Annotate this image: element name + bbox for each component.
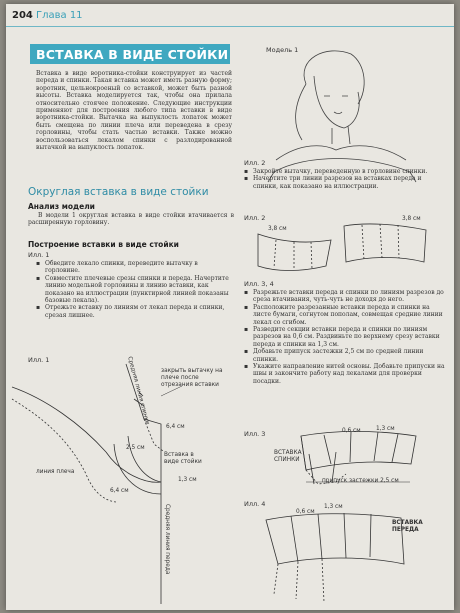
- list-item: ▪ Закройте вытачку, переведенную в горловине спинки.: [244, 168, 444, 175]
- ill3-label: Илл. 3: [244, 430, 266, 438]
- ill4-drawing: [6, 4, 454, 610]
- shoulder-note: закрыть вытачку на плече после отрезания вставки: [161, 368, 223, 388]
- insert-label: Вставка в виде стойки: [164, 452, 202, 465]
- ill2-drawing-label: Илл. 2: [244, 214, 266, 222]
- dim-label: 1,3 см: [178, 477, 197, 483]
- page-number: 204: [12, 10, 33, 21]
- piece-name: ВСТАВКА: [392, 520, 423, 526]
- ill4-piece-label: [392, 520, 423, 534]
- subsection-title: Округлая вставка в виде стойки: [28, 186, 209, 198]
- dim-label: 0,6 см: [342, 428, 361, 434]
- dim-label: 3,8 см: [402, 216, 421, 222]
- chapter-title: Глава 11: [36, 10, 83, 21]
- figure1-label: Илл. 1: [28, 356, 50, 364]
- ill4-label: Илл. 4: [244, 500, 266, 508]
- list-item: ▪ Разрежьте вставки переда и спинки по линиям разрезов до среза втачивания, чуть-чуть не доходя до него.: [244, 289, 446, 304]
- list-item: ▪ Разведите секции вставки переда и спинки по линиям разрезов на 0,6 см. Раздвиньте по верхнему срезу вставки переда и спинки на 1,3 см.: [244, 326, 446, 348]
- ill2-label: Илл. 2: [244, 159, 266, 167]
- list-item: ▪ Расположите разрезанные вставки переда и спинки на листе бумаги, согнутом пополам, совмещая средние линии лекал со сгибом.: [244, 304, 446, 326]
- list-item: ▪ Обведите лекало спинки, переведите вытачку в горловине.: [36, 260, 232, 275]
- book-page: [6, 4, 454, 610]
- list-item: ▪ Совместите плечевые срезы спинки и переда. Начертите линию модельной горловины и линию вставки, как показано на иллюстрации (пунктирной линией показаны базовые лекала).: [36, 275, 232, 305]
- allowance-label: припуск застежки 2,5 см: [322, 478, 399, 484]
- back-center-label: Средняя линия спинки: [126, 356, 151, 426]
- list-item: ▪ Добавьте припуск застежки 2,5 см по средней линии спинки.: [244, 348, 446, 363]
- dim-label: 0,6 см: [296, 509, 315, 515]
- dim-label: 6,4 см: [110, 488, 129, 494]
- construction-ill-label: Илл. 1: [28, 251, 50, 259]
- front-center-label: Средняя линия переда: [164, 504, 170, 575]
- list-item: ▪ Отрежьте вставку по линиям от лекал переда и спинки, срезая лишнее.: [36, 304, 232, 319]
- dim-label: 6,4 см: [166, 424, 185, 430]
- shoulder-line-label: линия плеча: [36, 469, 75, 475]
- ill34-label: Илл. 3, 4: [244, 280, 274, 288]
- piece-name: ВСТАВКА: [274, 450, 302, 456]
- piece-name: СПИНКИ: [274, 457, 300, 463]
- list-item: ▪ Укажите направление нитей основы. Добавьте припуски на швы и закончите работу над лекалами для проверки посадки.: [244, 363, 446, 385]
- analysis-text: В модели 1 округлая вставка в виде стойки втачивается в расширенную горловину.: [28, 212, 234, 227]
- construction-heading: Построение вставки в виде стойки: [28, 240, 179, 249]
- dim-label: 1,3 см: [324, 504, 343, 510]
- intro-paragraph: Вставка в виде воротника-стойки конструирует из частей переда и спинки. Такая вставка может иметь разную форму; воротник, цельнокроеный со вставкой, может быть разной высоты. Вставка моделируется так, чтобы она прилала относительно стоячее положение. Следующие инструкции применяют для построения любого типа вставки в виде воротника-стойки. Вытачка на выпуклость лопаток может быть смещена по линии плеча или переведена в срезу горловины, чтобы стать частью вставки. Также можно воспользоваться лекалом спинки с разлодированной вытачкой на выпуклость лопаток.: [36, 70, 232, 152]
- dim-label: 2,5 см: [126, 445, 145, 451]
- analysis-heading: Анализ модели: [28, 202, 95, 211]
- model-label: Модель 1: [266, 46, 299, 54]
- dim-label: 3,8 см: [268, 226, 287, 232]
- section-title: ВСТАВКА В ВИДЕ СТОЙКИ: [36, 47, 229, 62]
- dim-label: 1,3 см: [376, 426, 395, 432]
- list-item: ▪ Начертите три линии разрезов на вставках переда и спинки, как показано на иллюстрации.: [244, 175, 444, 190]
- piece-name: ПЕРЕДА: [392, 527, 419, 533]
